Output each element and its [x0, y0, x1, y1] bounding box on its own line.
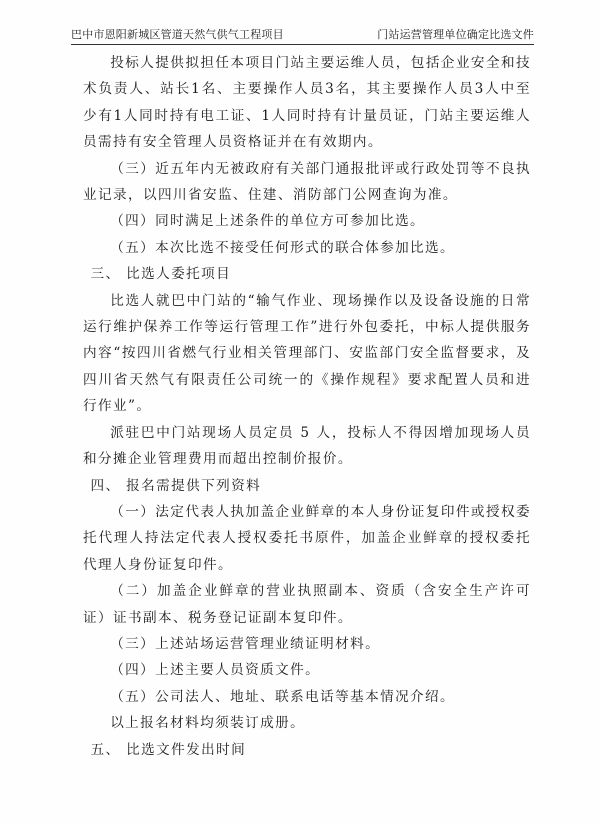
paragraph-material-1: （一）法定代表人执加盖企业鲜章的本人身份证复印件或授权委托代理人持法定代表人授权委托书原件，加盖企业鲜章的授权委托代理人身份证复印件。 [83, 503, 531, 573]
paragraph-item-5-consortium: （五）本次比选不接受任何形式的联合体参加比选。 [110, 239, 456, 256]
section-heading-5: 五、 比选文件发出时间 [90, 741, 247, 758]
paragraph-material-4: （四）上述主要人员资质文件。 [110, 662, 321, 679]
paragraph-material-3: （三）上述站场运营管理业绩证明材料。 [110, 635, 381, 652]
document-body [83, 50, 531, 763]
page-header [71, 20, 534, 45]
section-heading-3: 三、 比选人委托项目 [90, 266, 232, 283]
paragraph-item-3-record: （三）近五年内无被政府有关部门通报批评或行政处罚等不良执业记录，以四川省安监、住建、消防部门公网查询为准。 [83, 160, 531, 204]
paragraph-binding-note: 以上报名材料均须装订成册。 [110, 715, 306, 732]
paragraph-entrusted-project: 比选人就巴中门站的“输气作业、现场操作以及设备设施的日常运行维护保养工作等运行管理工作”进行外包委托，中标人提供服务内容“按四川省燃气行业相关管理部门、安监部门安全监督要求，及四川省天然气有限责任公司统一的《操作规程》要求配置人员和进行作业”。 [83, 292, 531, 415]
paragraph-item-4-conditions: （四）同时满足上述条件的单位方可参加比选。 [110, 213, 426, 230]
paragraph-staffing: 派驻巴中门站现场人员定员 5 人，投标人不得因增加现场人员和分摊企业管理费用而超出控制价报价。 [83, 424, 531, 468]
header-project-title: 巴中市恩阳新城区管道天然气供气工程项目 [71, 28, 284, 41]
paragraph-personnel-requirements: 投标人提供拟担任本项目门站主要运维人员，包括企业安全和技术负责人、站长1名、主要操作人员3名，其主要操作人员3人中至少有1人同时持有电工证、1人同时持有计量员证，门站主要运维人员需持有安全管理人员资格证并在有效期内。 [83, 55, 531, 151]
header-document-title: 门站运营管理单位确定比选文件 [377, 28, 534, 41]
paragraph-material-2: （二）加盖企业鲜章的营业执照副本、资质（含安全生产许可证）证书副本、税务登记证副本复印件。 [83, 583, 531, 626]
section-heading-4: 四、 报名需提供下列资料 [90, 477, 262, 494]
paragraph-material-5: （五）公司法人、地址、联系电话等基本情况介绍。 [110, 688, 456, 705]
